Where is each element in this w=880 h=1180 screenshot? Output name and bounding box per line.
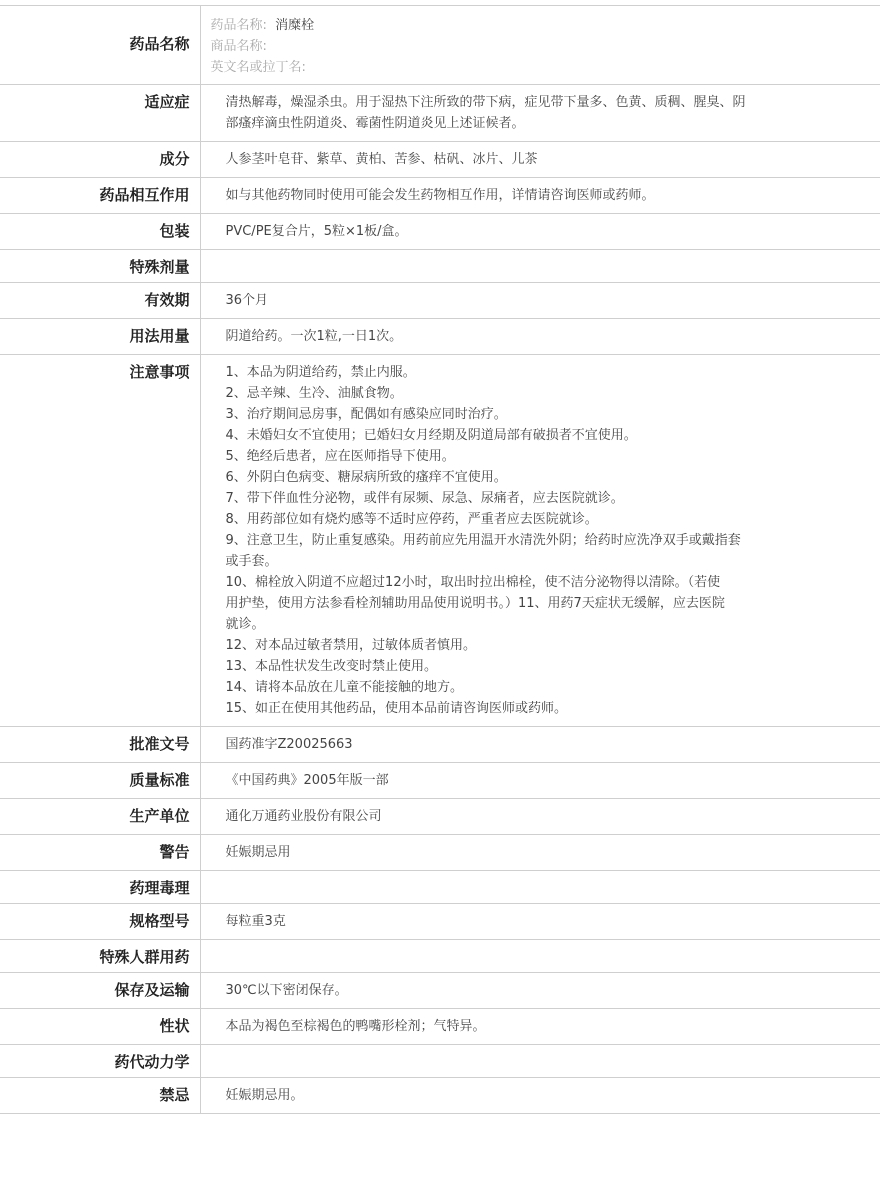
row-contraindications [0,1078,880,1114]
generic-name-label: 药品名称: [210,18,267,33]
label-indications: 适应症 [0,85,200,142]
english-name-label: 英文名或拉丁名: [210,60,306,75]
precaution-line: 5、绝经后患者，应在医师指导下使用。 [225,449,455,464]
precaution-line: 15、如正在使用其他药品，使用本品前请咨询医师或药师。 [225,701,568,716]
row-pharmacokinetics [0,1045,880,1078]
row-pharmacology [0,871,880,904]
value-manufacturer: 通化万通药业股份有限公司 [200,799,880,835]
label-drug-name: 药品名称 [0,6,200,85]
precaution-line: 10、棉栓放入阴道不应超过12小时，取出时拉出棉栓，使不洁分泌物得以清除。（若使 [225,575,721,590]
precaution-line: 12、对本品过敏者禁用，过敏体质者慎用。 [225,638,477,653]
precaution-line: 7、带下伴血性分泌物，或伴有尿频、尿急、尿痛者，应去医院就诊。 [225,491,624,506]
row-precautions [0,355,880,727]
label-quality-standard: 质量标准 [0,763,200,799]
value-ingredients: 人参茎叶皂苷、紫草、黄柏、苦参、枯矾、冰片、儿茶 [200,142,880,178]
row-specification [0,904,880,940]
value-pharmacokinetics [200,1045,880,1078]
value-shelf-life: 36个月 [200,283,880,319]
label-pharmacology: 药理毒理 [0,871,200,904]
row-drug-name [0,6,880,85]
label-special-dosage: 特殊剂量 [0,250,200,283]
label-storage: 保存及运输 [0,973,200,1009]
label-pharmacokinetics: 药代动力学 [0,1045,200,1078]
row-appearance [0,1009,880,1045]
label-usage: 用法用量 [0,319,200,355]
row-approval-number [0,727,880,763]
precaution-line: 用护垫，使用方法参看栓剂辅助用品使用说明书。）11、用药7天症状无缓解，应去医院 [225,596,725,611]
precaution-line: 13、本品性状发生改变时禁止使用。 [225,659,438,674]
label-ingredients: 成分 [0,142,200,178]
label-interactions: 药品相互作用 [0,178,200,214]
row-ingredients [0,142,880,178]
row-shelf-life [0,283,880,319]
label-special-population: 特殊人群用药 [0,940,200,973]
value-special-population [200,940,880,973]
precaution-line: 8、用药部位如有烧灼感等不适时应停药，严重者应去医院就诊。 [225,512,598,527]
row-special-population [0,940,880,973]
precaution-line: 4、未婚妇女不宜使用；已婚妇女月经期及阴道局部有破损者不宜使用。 [225,428,637,443]
generic-name-value: 消糜栓 [275,18,315,33]
label-approval-number: 批准文号 [0,727,200,763]
label-precautions: 注意事项 [0,355,200,727]
value-appearance: 本品为褐色至棕褐色的鸭嘴形栓剂；气特异。 [200,1009,880,1045]
precaution-line: 或手套。 [225,554,278,569]
value-approval-number: 国药准字Z20025663 [200,727,880,763]
indications-line: 部瘙痒滴虫性阴道炎、霉菌性阴道炎见上述证候者。 [225,116,525,131]
indications-line: 清热解毒，燥湿杀虫。用于湿热下注所致的带下病，症见带下量多、色黄、质稠、腥臭、阴 [225,95,746,110]
label-appearance: 性状 [0,1009,200,1045]
row-special-dosage [0,250,880,283]
value-special-dosage [200,250,880,283]
value-warning: 妊娠期忌用 [200,835,880,871]
value-drug-name [200,6,880,85]
value-quality-standard: 《中国药典》2005年版一部 [200,763,880,799]
row-quality-standard [0,763,880,799]
trade-name-label: 商品名称: [210,39,267,54]
value-packaging: PVC/PE复合片，5粒×1板/盒。 [200,214,880,250]
label-manufacturer: 生产单位 [0,799,200,835]
row-warning [0,835,880,871]
value-storage: 30℃以下密闭保存。 [200,973,880,1009]
precaution-line: 3、治疗期间忌房事，配偶如有感染应同时治疗。 [225,407,507,422]
row-packaging [0,214,880,250]
label-contraindications: 禁忌 [0,1078,200,1114]
value-usage: 阴道给药。一次1粒,一日1次。 [200,319,880,355]
value-indications [200,85,880,142]
row-manufacturer [0,799,880,835]
label-specification: 规格型号 [0,904,200,940]
precaution-line: 就诊。 [225,617,265,632]
precaution-line: 1、本品为阴道给药，禁止内服。 [225,365,416,380]
row-usage [0,319,880,355]
label-packaging: 包装 [0,214,200,250]
label-warning: 警告 [0,835,200,871]
row-storage [0,973,880,1009]
value-interactions: 如与其他药物同时使用可能会发生药物相互作用，详情请咨询医师或药师。 [200,178,880,214]
precaution-line: 2、忌辛辣、生冷、油腻食物。 [225,386,403,401]
row-interactions [0,178,880,214]
label-shelf-life: 有效期 [0,283,200,319]
value-precautions [200,355,880,727]
row-indications [0,85,880,142]
value-contraindications: 妊娠期忌用。 [200,1078,880,1114]
precaution-line: 9、注意卫生，防止重复感染。用药前应先用温开水清洗外阴；给药时应洗净双手或戴指套 [225,533,741,548]
precaution-line: 14、请将本品放在儿童不能接触的地方。 [225,680,464,695]
precaution-line: 6、外阴白色病变、糖尿病所致的瘙痒不宜使用。 [225,470,507,485]
value-specification: 每粒重3克 [200,904,880,940]
value-pharmacology [200,871,880,904]
drug-spec-table [0,5,880,1114]
